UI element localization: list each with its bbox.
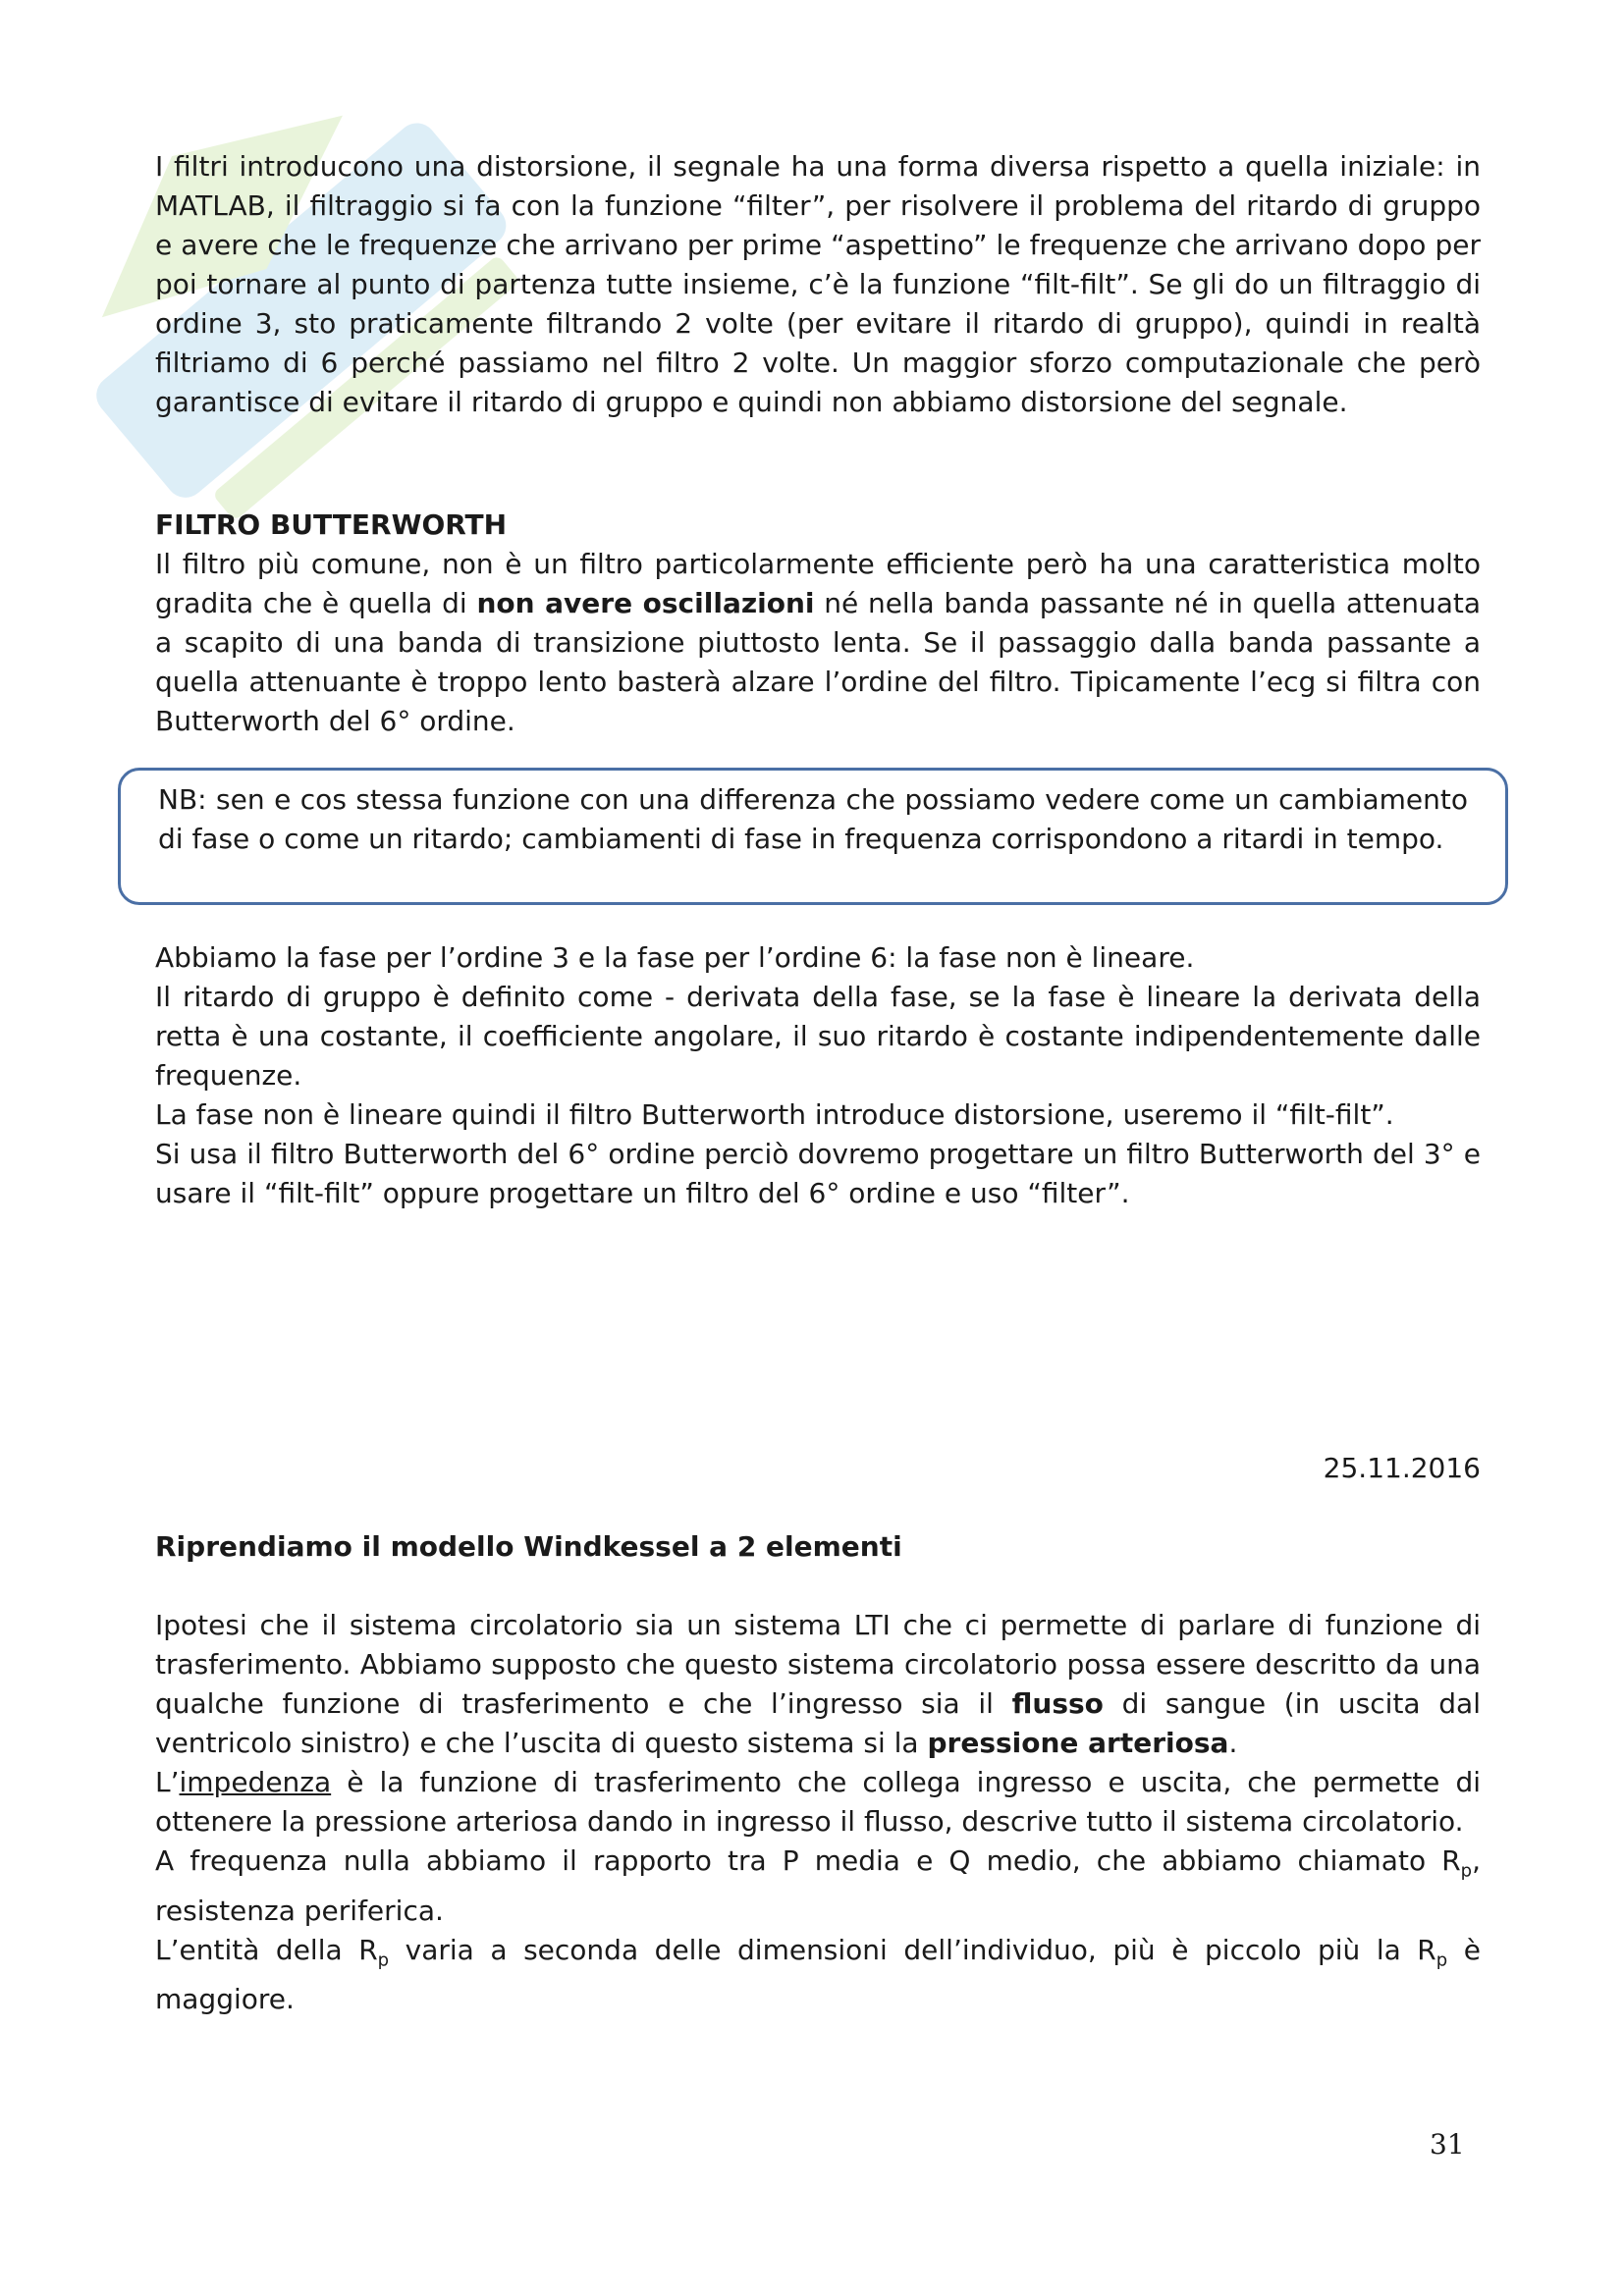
wk-p4-subscript-1: p (377, 1949, 390, 1971)
intro-paragraph: I filtri introducono una distorsione, il segnale ha una forma diversa rispetto a quella iniziale: in MATLAB, il filtraggio si fa con la funzione “filter”, per risolvere il problema del ritardo di gruppo e avere che le frequenze che arrivano per prime “aspettino” le frequenze che arrivano dopo per poi tornare al punto di partenza tutte insieme, c’è la funzione “filt-filt”. Se gli do un filtraggio di ordine 3, sto praticamente filtrando 2 volte (per evitare il ritardo di gruppo), quindi in realtà filtriamo di 6 perché passiamo nel filtro 2 volte. Un maggior sforzo computazionale che però garantisce di evitare il ritardo di gruppo e quindi non abbiamo distorsione del segnale. (155, 150, 1481, 418)
lecture-date: 25.11.2016 (1323, 1452, 1481, 1484)
wk-p1-text-a: Ipotesi che il sistema circolatorio sia un sistema LTI che ci permette di parlare di funzione di trasferimento. Abbiamo supposto che questo sistema circolatorio possa essere descritto da una qualche funzione di trasferimento e che l’ingresso sia il (155, 1609, 1481, 1720)
wk-p4-subscript-2: p (1435, 1949, 1448, 1971)
windkessel-paragraph-4 (155, 1931, 1481, 2020)
page-number: 31 (1430, 2128, 1465, 2161)
wk-p4-text-b: varia a seconda delle dimensioni dell’individuo, più è piccolo più la R (389, 1933, 1436, 1966)
wk-p4-text-a: L’entità della R (155, 1933, 378, 1966)
phase-line-2: Il ritardo di gruppo è definito come - derivata della fase, se la fase è lineare la derivata della retta è una costante, il coefficiente angolare, il suo ritardo è costante indipendentemente dalle frequenze. (155, 981, 1481, 1092)
intro-section (155, 147, 1481, 422)
butterworth-paragraph (155, 545, 1481, 741)
windkessel-heading: Riprendiamo il modello Windkessel a 2 elementi (155, 1530, 902, 1563)
date-section (155, 1449, 1481, 1488)
butterworth-bold: non avere oscillazioni (476, 587, 815, 619)
wk-p2-text-b: è la funzione di trasferimento che collega ingresso e uscita, che permette di ottenere la pressione arteriosa dando in ingresso il flusso, descrive tutto il sistema circolatorio. (155, 1766, 1481, 1838)
wk-impedenza-underlined: impedenza (179, 1766, 332, 1798)
windkessel-paragraph-2 (155, 1763, 1481, 1842)
wk-p4-text-c: è maggiore. (155, 1933, 1481, 2016)
butterworth-heading: FILTRO BUTTERWORTH (155, 508, 508, 541)
wk-flusso-bold: flusso (1011, 1687, 1104, 1720)
wk-p2-text-a: L’ (155, 1766, 180, 1798)
phase-line-3: La fase non è lineare quindi il filtro Butterworth introduce distorsione, useremo il “filt-filt”. (155, 1098, 1394, 1131)
phase-section (155, 938, 1481, 1213)
windkessel-paragraph-1 (155, 1606, 1481, 1763)
wk-pressione-bold: pressione arteriosa (927, 1727, 1229, 1759)
butterworth-section (155, 506, 1481, 741)
nb-text: NB: sen e cos stessa funzione con una differenza che possiamo vedere come un cambiamento di fase o come un ritardo; cambiamenti di fase in frequenza corrispondono a ritardi in tempo. (158, 783, 1468, 855)
nb-box (118, 768, 1508, 905)
wk-p3-text-b: , resistenza periferica. (155, 1844, 1481, 1927)
windkessel-section (155, 1527, 1481, 2019)
wk-p3-text-a: A frequenza nulla abbiamo il rapporto tra P media e Q medio, che abbiamo chiamato R (155, 1844, 1461, 1877)
phase-line-1: Abbiamo la fase per l’ordine 3 e la fase per l’ordine 6: la fase non è lineare. (155, 941, 1195, 974)
wk-p3-subscript: p (1460, 1860, 1473, 1882)
wk-p1-text-c: . (1228, 1727, 1238, 1759)
butterworth-text-a: Il filtro più comune, non è un filtro particolarmente efficiente però ha una caratteristica molto gradita che è quella di (155, 548, 1481, 619)
wk-p1-text-b: di sangue (in uscita dal ventricolo sinistro) e che l’uscita di questo sistema si la (155, 1687, 1481, 1759)
phase-line-4: Si usa il filtro Butterworth del 6° ordine perciò dovremo progettare un filtro Butterworth del 3° e usare il “filt-filt” oppure progettare un filtro del 6° ordine e uso “filter”. (155, 1138, 1481, 1209)
butterworth-text-b: né nella banda passante né in quella attenuata a scapito di una banda di transizione piuttosto lenta. Se il passaggio dalla banda passante a quella attenuante è troppo lento basterà alzare l’ordine del filtro. Tipicamente l’ecg si filtra con Butterworth del 6° ordine. (155, 587, 1481, 737)
windkessel-paragraph-3 (155, 1842, 1481, 1931)
